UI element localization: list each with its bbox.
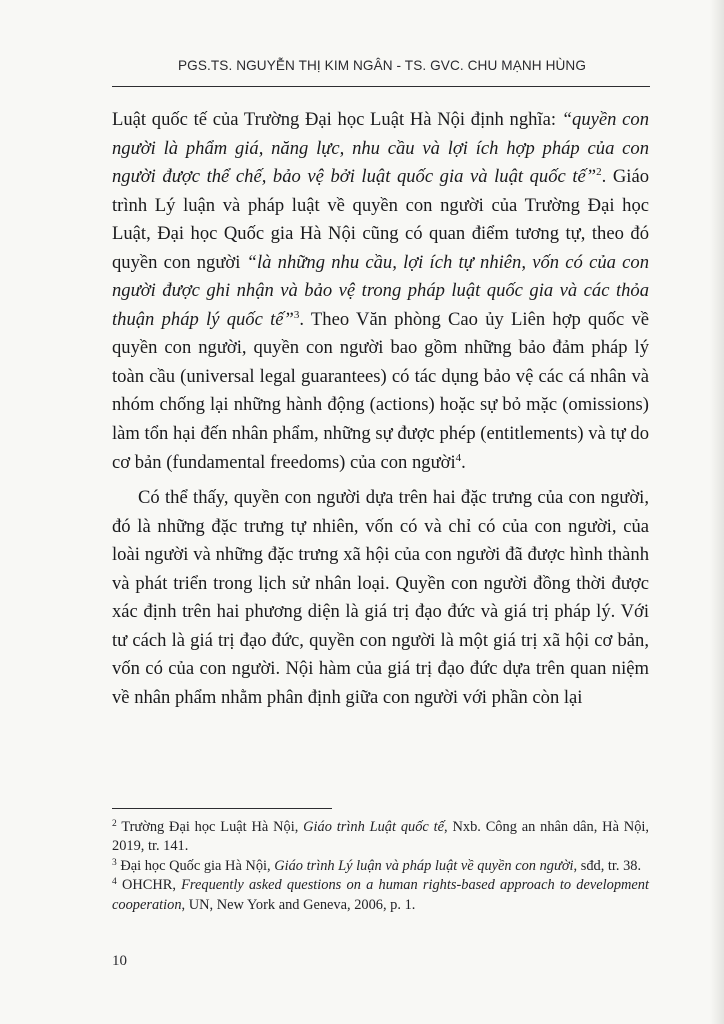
footnote-ref-3: 3	[293, 308, 300, 321]
header-rule	[112, 86, 650, 87]
footnote-ref-4: 4	[455, 451, 462, 464]
footnote-text: , sđd, tr. 38.	[573, 857, 642, 874]
footnote-3	[112, 857, 649, 876]
paragraph-1-middle: . Giáo trình Lý luận và pháp luật về quyền con người của Trường Đại học Luật, Đại học Quốc gia Hà Nội cũng có quan điểm tương tự, theo đó quyền con người	[112, 166, 649, 273]
footnote-title: Giáo trình Lý luận và pháp luật về quyền con người	[274, 857, 574, 874]
footnote-number: 3	[112, 857, 117, 868]
page-number: 10	[112, 953, 127, 969]
body-text	[112, 106, 649, 712]
footnotes	[112, 818, 649, 915]
quote-definition-2: “là những nhu cầu, lợi ích tự nhiên, vốn có của con người được ghi nhận và bảo vệ trong pháp luật quốc gia và các thỏa thuận pháp lý quốc tế”	[112, 251, 649, 330]
footnote-title: Frequently asked questions on a human rights-based approach to development cooperation	[112, 877, 649, 913]
paragraph-1-lead: Luật quốc tế của Trường Đại học Luật Hà Nội định nghĩa:	[112, 109, 562, 130]
footnote-text: OHCHR,	[116, 877, 182, 894]
footnote-number: 2	[112, 819, 117, 829]
page-edge-shadow	[710, 0, 724, 1024]
running-head: PGS.TS. NGUYỄN THỊ KIM NGÂN - TS. GVC. CHU MẠNH HÙNG	[177, 58, 586, 73]
footnote-title: Giáo trình Luật quốc tế	[303, 819, 445, 835]
footnote-text: Đại học Quốc gia Hà Nội,	[116, 857, 275, 874]
paragraph-1-tail: . Theo Văn phòng Cao ủy Liên hợp quốc về quyền con người, quyền con người bao gồm những bảo đảm pháp lý toàn cầu (universal legal guarantees) có tác dụng bảo vệ các cá nhân và nhóm chống lại những hành động (actions) hoặc sự bỏ mặc (omissions) làm tổn hại đến nhân phẩm, những sự được phép (entitlements) và tự do cơ bản (fundamental freedoms) của con người	[112, 308, 650, 473]
footnote-rule	[112, 808, 332, 809]
footnote-text: , Nxb. Công an nhân dân, Hà Nội, 2019, tr. 141.	[112, 819, 649, 855]
quote-definition-1: “quyền con người là phẩm giá, năng lực, nhu cầu và lợi ích hợp pháp của con người được thể chế, bảo vệ bởi luật quốc gia và luật quốc tế”	[112, 109, 649, 188]
footnote-text: Trường Đại học Luật Hà Nội,	[116, 819, 304, 835]
footnote-ref-2: 2	[596, 166, 602, 179]
paragraph-1-end: .	[461, 451, 466, 473]
paragraph-1	[112, 106, 649, 477]
paragraph-2: Có thể thấy, quyền con người dựa trên hai đặc trưng của con người, đó là những đặc trưng tự nhiên, vốn có và chỉ có của con người, của loài người và những đặc trưng xã hội của con người đã được hình thành và phát triển trong lịch sử nhân loại. Quyền con người đồng thời được xác định trên hai phương diện là giá trị đạo đức và giá trị pháp lý. Với tư cách là giá trị đạo đức, quyền con người là một giá trị xã hội cơ bản, vốn có của con người. Nội hàm của giá trị đạo đức dựa trên quan niệm về nhân phẩm nhằm phân định giữa con người với phần còn lại	[112, 487, 649, 708]
footnote-4	[112, 876, 649, 915]
footnote-text: , UN, New York and Geneva, 2006, p. 1.	[181, 896, 416, 913]
footnote-number: 4	[112, 877, 117, 888]
footnote-2	[112, 818, 649, 857]
